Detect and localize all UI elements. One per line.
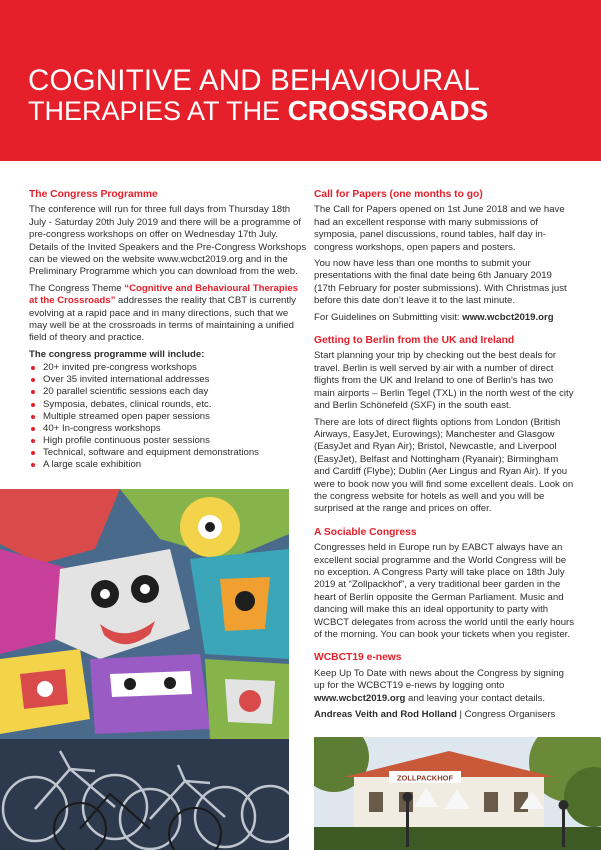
theme-rest: addresses the reality that CBT is currently evolving at a rapid pace and in many directions, such that we may well be at the crossroads in terms of maintaining a unified field of theory and practice.	[29, 295, 296, 344]
enews-heading: WCBCT19 e-news	[314, 652, 402, 664]
berlin-paragraph-1: Start planning your trip by checking out the best deals for travel. Berlin is well served by air with a number of direct flights from the UK and Ireland to one of Berlin’s has two main airports – Berlin Tegel (TXL) in the north west of the city and Berlin Schönefeld (SXF) in the south east.	[314, 350, 574, 412]
header-banner	[0, 0, 601, 161]
enews-website-link[interactable]: www.wcbct2019.org	[314, 692, 406, 704]
programme-list	[29, 362, 307, 471]
papers-guidelines-text: For Guidelines on Submitting visit:	[314, 311, 463, 323]
banner-title-bold: CROSSROADS	[287, 95, 489, 126]
zollpackhof-sign: ZOLLPACKHOF	[396, 773, 454, 783]
list-item: Over 35 invited international addresses	[29, 374, 307, 386]
theme-intro: The Congress Theme	[29, 282, 125, 294]
programme-list-title: The congress programme will include:	[29, 348, 205, 360]
berlin-heading: Getting to Berlin from the UK and Ireland	[314, 335, 515, 347]
list-item: Technical, software and equipment demonstrations	[29, 447, 307, 459]
list-item: 20 parallel scientific sessions each day	[29, 386, 307, 398]
list-item: A large scale exhibition	[29, 459, 307, 471]
signoff-role: | Congress Organisers	[456, 709, 556, 721]
list-item: 20+ invited pre-congress workshops	[29, 362, 307, 374]
enews-text: Keep Up To Date with news about the Congress by signing up for the WCBCT19 e-news by logging onto	[314, 667, 564, 692]
theme-name: “Cognitive and Behavioural Therapies at the Crossroads”	[29, 282, 299, 307]
banner-title-line1: COGNITIVE AND BEHAVIOURAL	[28, 64, 480, 97]
list-item: Symposia, debates, clinical rounds, etc.	[29, 399, 307, 411]
banner-title-light: THERAPIES AT THE	[28, 96, 288, 126]
signoff-names: Andreas Veith and Rod Holland	[314, 709, 457, 721]
signoff	[314, 709, 576, 721]
list-item: Multiple streamed open paper sessions	[29, 411, 307, 423]
papers-heading: Call for Papers (one months to go)	[314, 189, 483, 200]
enews-rest: and leaving your contact details.	[405, 692, 546, 704]
programme-heading: The Congress Programme	[29, 189, 158, 200]
mural-illustration	[0, 489, 289, 850]
mural-bicycles-photo	[0, 489, 289, 850]
social-paragraph: Congresses held in Europe run by EABCT always have an excellent social programme and the World Congress will be no exception. A Congress Party will take place on 18th July 2019 at “Zollpackhof”, a very traditional beer garden in the heart of Berlin opposite the German Parliament. Music and dancing will make this an ideal opportunity to party with WCBCT delegates from across the world until the early hours of the morning. You can book your tickets when you register.	[314, 542, 575, 640]
left-column	[29, 189, 307, 471]
beer-garden-illustration	[314, 737, 601, 850]
right-column	[314, 189, 576, 725]
social-heading: A Sociable Congress	[314, 526, 417, 538]
enews-paragraph	[314, 668, 576, 705]
berlin-paragraph-2: There are lots of direct flights options from London (British Airways, EasyJet, Eurowings); Manchester and Glasgow (EasyJet and Ryan Air); Bristol, Newcastle, and Liverpool (EasyJet), Belfast and Nottingham (Ryanair); Birmingham and Cardiff (Flybe); Dublin (Aer Lingus and Ryan Air). If you were to book now you will find some excellent deals. Look on the congress website for hotels as well and you will be surprised at the range and prices on offer.	[314, 416, 574, 515]
papers-paragraph-2: You now have less than one months to submit your presentations with the final date being 6th January 2019 (17th February for poster submissions). With Christmas just before this date don’t leave it to the last minute.	[314, 258, 567, 307]
banner-title-line2	[28, 95, 488, 127]
papers-paragraph-1: The Call for Papers opened on 1st June 2018 and we have had an excellent response with many submissions of symposia, panel discussions, round tables, half day in-congress workshops, open papers and posters.	[314, 204, 565, 253]
list-item: 40+ In-congress workshops	[29, 423, 307, 435]
papers-paragraph-3	[314, 312, 576, 324]
papers-website-link[interactable]: www.wcbct2019.org	[462, 311, 554, 323]
beer-garden-photo	[314, 737, 601, 850]
programme-paragraph: The conference will run for three full days from Thursday 18th July - Saturday 20th July 2019 and there will be a programme of pre-congress workshops on offer on Wednesday 17th July. Details of the Invited Speakers and the Pre-Congress Workshops can be viewed on the website www.wcbct2019.org and in the Preliminary Programme which you can download from the web.	[29, 204, 307, 278]
list-item: High profile continuous poster sessions	[29, 435, 307, 447]
theme-paragraph	[29, 283, 307, 345]
